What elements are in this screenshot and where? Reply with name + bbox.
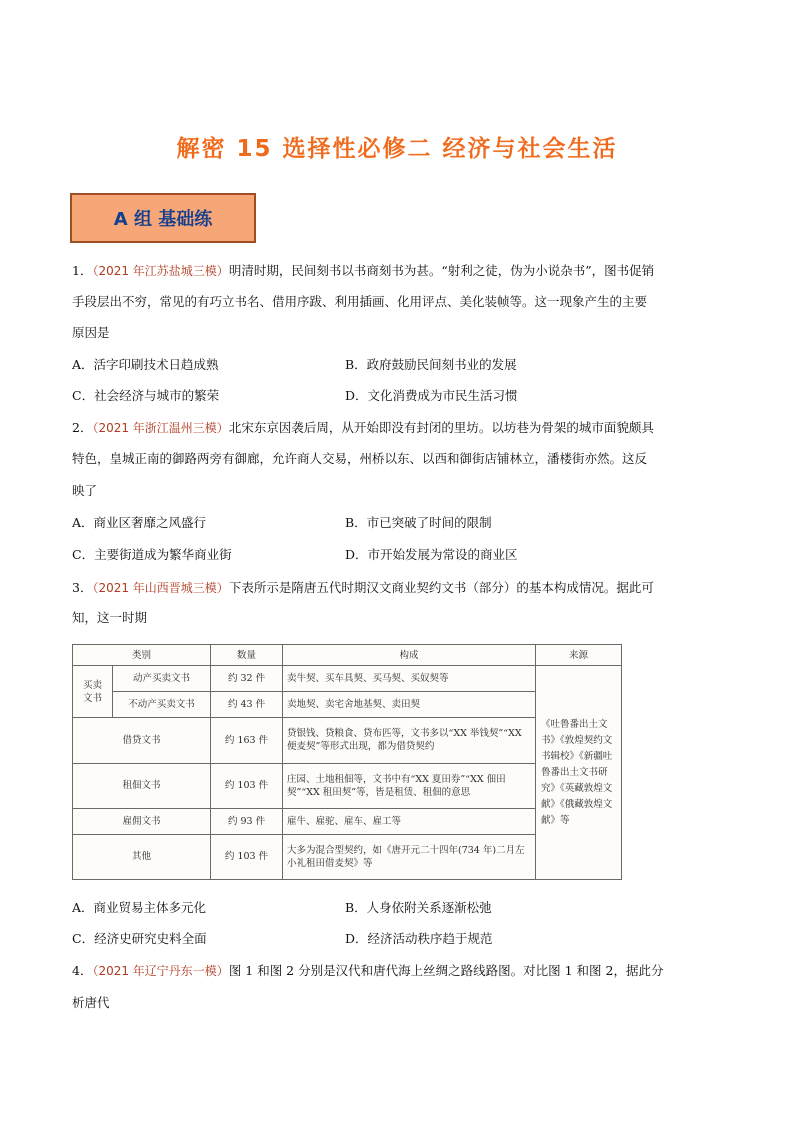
group-a-label: A 组 基础练 bbox=[113, 209, 213, 230]
question-source: （2021 年江苏盐城三模） bbox=[92, 264, 229, 278]
option-c: C．经济史研究史料全面 bbox=[72, 931, 207, 946]
option-b: B．人身依附关系逐渐松弛 bbox=[345, 900, 492, 915]
option-a: A．商业贸易主体多元化 bbox=[72, 900, 207, 915]
question-text: 特色，皇城正南的御路两旁有御廊，允许商人交易，州桥以东、以西和御街店铺林立，潘楼街亦然。这反 bbox=[72, 451, 648, 466]
category-cell: 动产买卖文书 bbox=[113, 666, 211, 692]
composition-cell: 大多为混合型契约，如《唐开元二十四年(734 年)二月左小礼租田借麦契》等 bbox=[283, 834, 536, 879]
count-cell: 约 103 件 bbox=[211, 763, 283, 808]
question-source: （2021 年辽宁丹东一模） bbox=[92, 964, 229, 978]
count-cell: 约 103 件 bbox=[211, 834, 283, 879]
question-number: 3． bbox=[72, 580, 93, 595]
group-label-line: 买卖 bbox=[82, 679, 102, 691]
question-text: 明清时期，民间刻书以书商刻书为甚。“射利之徒，伪为小说杂书”，图书促销 bbox=[228, 263, 655, 278]
group-cell-sale-documents bbox=[73, 666, 113, 718]
option-b: B．市已突破了时间的限制 bbox=[345, 515, 492, 530]
header-composition: 构成 bbox=[283, 645, 536, 666]
question-number: 1． bbox=[72, 263, 93, 278]
question-source: （2021 年浙江温州三模） bbox=[92, 421, 229, 435]
header-category: 类别 bbox=[73, 645, 211, 666]
question-text: 映了 bbox=[72, 483, 98, 498]
composition-cell: 贷银钱、贷粮食、贷布匹等，文书多以“XX 举钱契”“XX 便麦契”等形式出现，都为借贷契约 bbox=[283, 718, 536, 763]
count-cell: 约 163 件 bbox=[211, 718, 283, 763]
count-cell: 约 32 件 bbox=[211, 666, 283, 692]
question-text: 下表所示是隋唐五代时期汉文商业契约文书（部分）的基本构成情况。据此可 bbox=[228, 580, 654, 595]
question-text: 手段层出不穷，常见的有巧立书名、借用序跋、利用插画、化用评点、美化装帧等。这一现象产生的主要 bbox=[72, 294, 648, 309]
contract-table-image bbox=[72, 644, 621, 880]
group-label-line: 文书 bbox=[82, 692, 102, 704]
category-cell: 其他 bbox=[73, 834, 211, 879]
header-source: 来源 bbox=[536, 645, 622, 666]
question-text: 原因是 bbox=[72, 325, 110, 340]
question-number: 2． bbox=[72, 420, 93, 435]
table-header-row bbox=[73, 645, 622, 666]
composition-cell: 卖地契、卖宅舍地基契、卖田契 bbox=[283, 692, 536, 718]
group-a-banner bbox=[70, 193, 256, 243]
count-cell: 约 93 件 bbox=[211, 808, 283, 834]
category-cell: 借贷文书 bbox=[73, 718, 211, 763]
option-a: A．商业区奢靡之风盛行 bbox=[72, 515, 207, 530]
option-d: D．经济活动秩序趋于规范 bbox=[345, 931, 493, 946]
option-d: D．市开始发展为常设的商业区 bbox=[345, 547, 518, 562]
composition-cell: 雇牛、雇驼、雇车、雇工等 bbox=[283, 808, 536, 834]
question-source: （2021 年山西晋城三模） bbox=[92, 581, 229, 595]
category-cell: 不动产买卖文书 bbox=[113, 692, 211, 718]
question-number: 4． bbox=[72, 963, 93, 978]
contract-table bbox=[72, 644, 622, 880]
composition-cell: 庄园、土地租佃等，文书中有“XX 夏田券”“XX 佃田契”“XX 租田契”等，皆是租赁、租佃的意思 bbox=[283, 763, 536, 808]
page-title: 解密 15 选择性必修二 经济与社会生活 bbox=[176, 136, 618, 162]
header-count: 数量 bbox=[211, 645, 283, 666]
composition-cell: 卖牛契、买车具契、买马契、买奴契等 bbox=[283, 666, 536, 692]
option-b: B．政府鼓励民间刻书业的发展 bbox=[345, 357, 517, 372]
source-cell: 《吐鲁番出土文书》《敦煌契约文书辑校》《新疆吐鲁番出土文书研究》《英藏敦煌文献》《俄藏敦煌文献》等 bbox=[536, 666, 622, 880]
option-d: D．文化消费成为市民生活习惯 bbox=[345, 388, 518, 403]
question-text: 图 1 和图 2 分别是汉代和唐代海上丝绸之路线路图。对比图 1 和图 2，据此分 bbox=[228, 963, 664, 978]
option-c: C．社会经济与城市的繁荣 bbox=[72, 388, 220, 403]
question-text: 北宋东京因袭后周，从开始即没有封闭的里坊。以坊巷为骨架的城市面貌颇具 bbox=[228, 420, 654, 435]
option-a: A．活字印刷技术日趋成熟 bbox=[72, 357, 219, 372]
category-cell: 租佃文书 bbox=[73, 763, 211, 808]
question-text: 析唐代 bbox=[72, 995, 110, 1010]
category-cell: 雇佣文书 bbox=[73, 808, 211, 834]
count-cell: 约 43 件 bbox=[211, 692, 283, 718]
question-text: 知，这一时期 bbox=[72, 610, 148, 625]
option-c: C．主要街道成为繁华商业街 bbox=[72, 547, 232, 562]
table-row bbox=[73, 666, 622, 692]
